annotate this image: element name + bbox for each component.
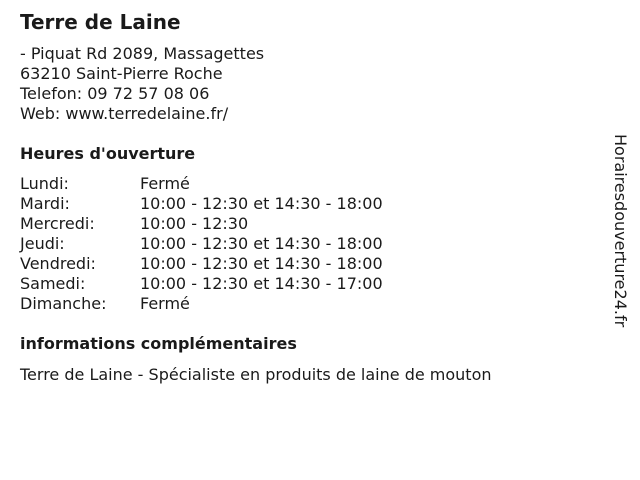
day-label: Lundi: (20, 174, 69, 193)
address-city: 63210 Saint-Pierre Roche (20, 64, 223, 83)
day-hours: Fermé (140, 294, 190, 313)
day-hours: 10:00 - 12:30 (140, 214, 249, 233)
day-label: Samedi: (20, 274, 86, 293)
day-hours: 10:00 - 12:30 et 14:30 - 17:00 (140, 274, 383, 293)
website-link[interactable]: Web: www.terredelaine.fr/ (20, 104, 229, 123)
store-description: Terre de Laine - Spécialiste en produits de laine de mouton (20, 365, 492, 384)
opening-hours-heading: Heures d'ouverture (20, 144, 196, 163)
day-label: Vendredi: (20, 254, 96, 273)
day-label: Mercredi: (20, 214, 95, 233)
store-name: Terre de Laine (20, 10, 181, 34)
day-label: Jeudi: (20, 234, 65, 253)
day-hours: 10:00 - 12:30 et 14:30 - 18:00 (140, 254, 383, 273)
phone-number: Telefon: 09 72 57 08 06 (20, 84, 210, 103)
address-street: - Piquat Rd 2089, Massagettes (20, 44, 265, 63)
day-hours: 10:00 - 12:30 et 14:30 - 18:00 (140, 234, 383, 253)
store-address-block (20, 44, 264, 124)
day-label: Mardi: (20, 194, 70, 213)
additional-info-heading: informations complémentaires (20, 334, 297, 353)
day-hours: Fermé (140, 174, 190, 193)
day-label: Dimanche: (20, 294, 107, 313)
day-hours: 10:00 - 12:30 et 14:30 - 18:00 (140, 194, 383, 213)
site-watermark: Horairesdouverture24.fr (611, 134, 630, 328)
